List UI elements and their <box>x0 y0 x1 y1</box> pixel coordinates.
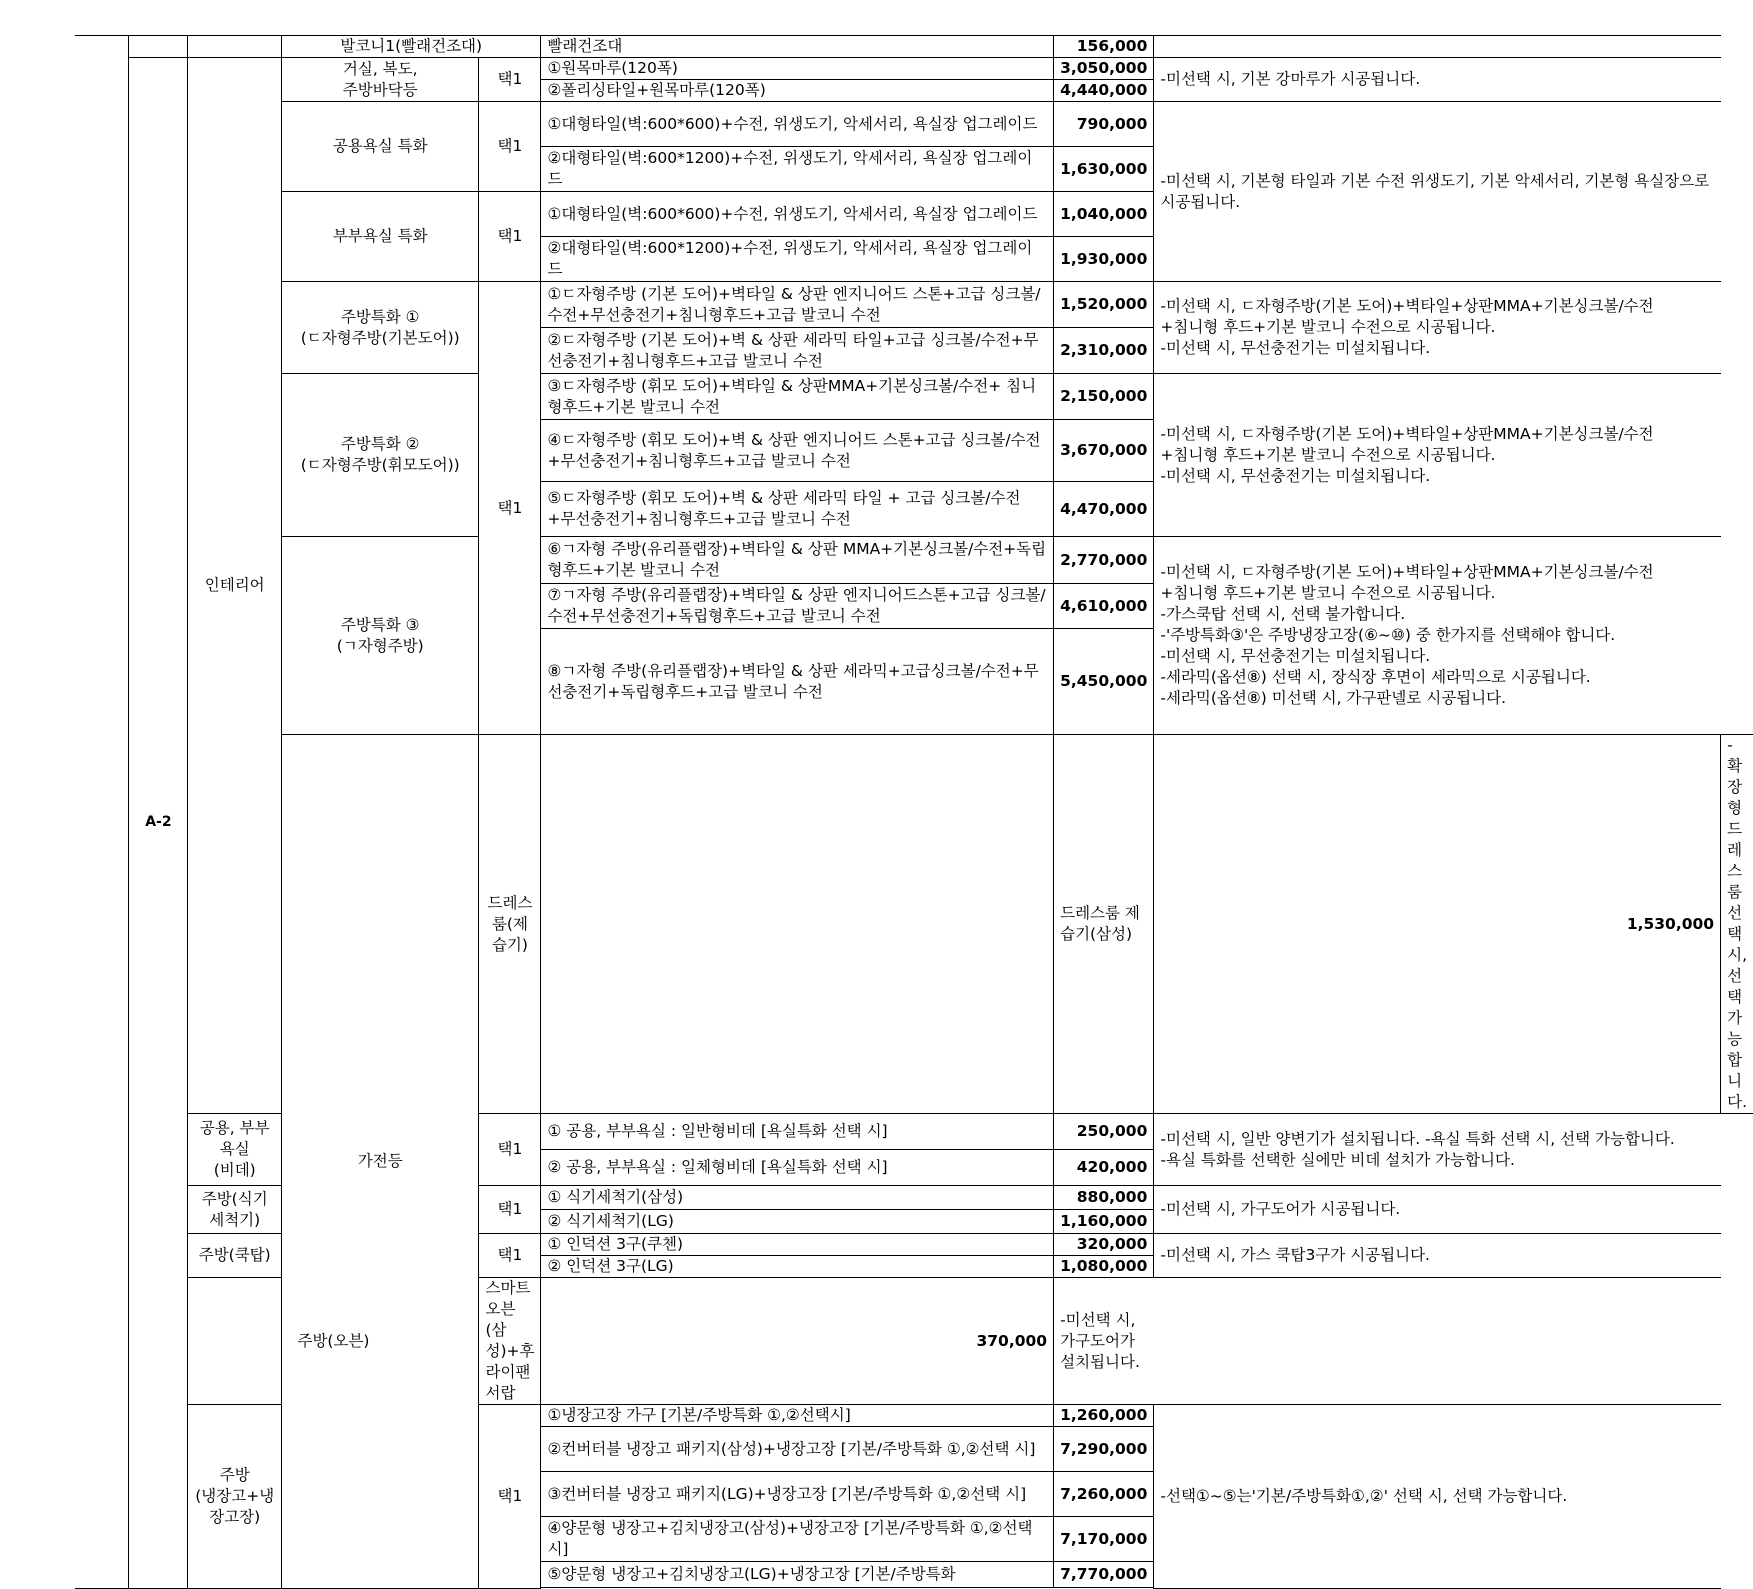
unit-code: A-2 <box>129 58 188 1589</box>
cooktop-option-1: ① 인덕션 3구(쿠첸) <box>541 1234 1054 1256</box>
bidet-option-1: ① 공용, 부부욕실 : 일반형비데 [욕실특화 선택 시] <box>541 1114 1054 1150</box>
category-cell-top <box>188 36 282 58</box>
kitchen3-option-3: ⑧ㄱ자형 주방(유리플랩장)+벽타일 & 상판 세라믹+고급싱크볼/수전+무선충전기+독립형후드+고급 발코니 수전 <box>541 629 1054 735</box>
dressroom-note: -확장형 드레스룸 선택 시, 선택 가능합니다. <box>1721 735 1753 1114</box>
dishwasher-price-1: 880,000 <box>1054 1186 1154 1210</box>
dishwasher-option-2: ② 식기세척기(LG) <box>541 1210 1054 1234</box>
fridge-select: 택1 <box>479 1405 541 1589</box>
balcony-item: 발코니1(빨래건조대) <box>281 36 540 58</box>
category-interior: 인테리어 <box>188 58 282 1114</box>
floor-item: 거실, 복도, 주방바닥등 <box>281 58 479 102</box>
category-appliance: 가전등 <box>281 735 479 1589</box>
left-margin-cell <box>75 36 129 1589</box>
kitchen2-price-3: 4,470,000 <box>1054 482 1154 537</box>
kitchen1-option-1: ①ㄷ자형주방 (기본 도어)+벽타일 & 상판 엔지니어드 스톤+고급 싱크볼/수전+무선충전기+침니형후드+고급 발코니 수전 <box>541 282 1054 328</box>
table-row <box>75 102 1753 147</box>
fridge-price-1: 1,260,000 <box>1054 1405 1154 1427</box>
bath-common-price-2: 1,630,000 <box>1054 147 1154 192</box>
bath-master-price-2: 1,930,000 <box>1054 237 1154 282</box>
dishwasher-item: 주방(식기세척기) <box>188 1186 282 1234</box>
fridge-price-3: 7,260,000 <box>1054 1472 1154 1517</box>
kitchen3-note: -미선택 시, ㄷ자형주방(기본 도어)+벽타일+상판MMA+기본싱크볼/수전 +침니형 후드+기본 발코니 수전으로 시공됩니다. -가스쿡탑 선택 시, 선택 불가합니다. -'주방특화③'은 주방냉장고장(⑥~⑩) 중 한가지를 선택해야 합니다. -미선택 시, 무선충전기는 미설치됩니다. -세라믹(옵션⑧) 선택 시, 장식장 후면이 세라믹으로 시공됩니다. -세라믹(옵션⑧) 미선택 시, 가구판넬로 시공됩니다. <box>1154 537 1721 735</box>
kitchen1-price-2: 2,310,000 <box>1054 328 1154 374</box>
cooktop-option-2: ② 인덕션 3구(LG) <box>541 1256 1054 1278</box>
dressroom-price: 1,530,000 <box>1154 735 1721 1114</box>
dishwasher-price-2: 1,160,000 <box>1054 1210 1154 1234</box>
kitchen2-option-1: ③ㄷ자형주방 (휘모 도어)+벽타일 & 상판MMA+기본싱크볼/수전+ 침니형후드+기본 발코니 수전 <box>541 374 1054 420</box>
kitchen2-option-2: ④ㄷ자형주방 (휘모 도어)+벽 & 상판 엔지니어드 스톤+고급 싱크볼/수전+무선충전기+침니형후드+고급 발코니 수전 <box>541 420 1054 482</box>
bidet-item: 공용, 부부욕실 (비데) <box>188 1114 282 1186</box>
bath-master-select: 택1 <box>479 192 541 282</box>
table-row <box>75 1278 1753 1405</box>
cooktop-item: 주방(쿡탑) <box>188 1234 282 1278</box>
dressroom-option: 드레스룸 제습기(삼성) <box>1054 735 1154 1114</box>
kitchen3-price-3: 5,450,000 <box>1054 629 1154 735</box>
bath-master-price-1: 1,040,000 <box>1054 192 1154 237</box>
kitchen1-note: -미선택 시, ㄷ자형주방(기본 도어)+벽타일+상판MMA+기본싱크볼/수전 +침니형 후드+기본 발코니 수전으로 시공됩니다. -미선택 시, 무선충전기는 미설치됩니다. <box>1154 282 1721 374</box>
code-cell-top <box>129 36 188 58</box>
floor-price-2: 4,440,000 <box>1054 80 1154 102</box>
fridge-note: -선택①~⑤는'기본/주방특화①,②' 선택 시, 선택 가능합니다. <box>1154 1405 1721 1589</box>
oven-note: -미선택 시, 가구도어가 설치됩니다. <box>1054 1278 1154 1405</box>
table-row <box>75 374 1753 420</box>
dressroom-item: 드레스룸(제습기) <box>479 735 541 1114</box>
bath-master-option-2: ②대형타일(벽:600*1200)+수전, 위생도기, 악세서리, 욕실장 업그레이드 <box>541 237 1054 282</box>
table-row <box>75 735 1753 1114</box>
kitchen3-item: 주방특화 ③ (ㄱ자형주방) <box>281 537 479 735</box>
fridge-price-5: 7,770,000 <box>1054 1562 1154 1588</box>
kitchen3-option-2: ⑦ㄱ자형 주방(유리플랩장)+벽타일 & 상판 엔지니어드스톤+고급 싱크볼/수전+무선충전기+독립형후드+고급 발코니 수전 <box>541 584 1054 629</box>
bath-common-select: 택1 <box>479 102 541 192</box>
kitchen2-price-1: 2,150,000 <box>1054 374 1154 420</box>
oven-price: 370,000 <box>541 1278 1054 1405</box>
oven-option: 스마트오븐(삼성)+후라이팬 서랍 <box>479 1278 541 1405</box>
dressroom-select <box>541 735 1054 1114</box>
floor-option-1: ①원목마루(120폭) <box>541 58 1054 80</box>
cooktop-price-1: 320,000 <box>1054 1234 1154 1256</box>
floor-select: 택1 <box>479 58 541 102</box>
oven-item: 주방(오븐) <box>188 1278 479 1405</box>
balcony-note <box>1154 36 1721 58</box>
bath-common-option-2: ②대형타일(벽:600*1200)+수전, 위생도기, 악세서리, 욕실장 업그레이드 <box>541 147 1054 192</box>
cooktop-note: -미선택 시, 가스 쿡탑3구가 시공됩니다. <box>1154 1234 1721 1278</box>
kitchen3-price-1: 2,770,000 <box>1054 537 1154 584</box>
bidet-select: 택1 <box>479 1114 541 1186</box>
cooktop-price-2: 1,080,000 <box>1054 1256 1154 1278</box>
fridge-option-4: ④양문형 냉장고+김치냉장고(삼성)+냉장고장 [기본/주방특화 ①,②선택 시] <box>541 1517 1054 1562</box>
table-row <box>75 58 1753 80</box>
bidet-note: -미선택 시, 일반 양변기가 설치됩니다. -욕실 특화 선택 시, 선택 가능합니다. -욕실 특화를 선택한 실에만 비데 설치가 가능합니다. <box>1154 1114 1721 1186</box>
fridge-item: 주방 (냉장고+냉장고장) <box>188 1405 282 1589</box>
bidet-price-2: 420,000 <box>1054 1150 1154 1186</box>
table-row <box>75 36 1753 58</box>
dishwasher-option-1: ① 식기세척기(삼성) <box>541 1186 1054 1210</box>
fridge-option-1: ①냉장고장 가구 [기본/주방특화 ①,②선택시] <box>541 1405 1054 1427</box>
balcony-option: 빨래건조대 <box>541 36 1054 58</box>
cooktop-select: 택1 <box>479 1234 541 1278</box>
floor-option-2: ②폴리싱타일+원목마루(120폭) <box>541 80 1054 102</box>
floor-note: -미선택 시, 기본 강마루가 시공됩니다. <box>1154 58 1721 102</box>
kitchen2-note: -미선택 시, ㄷ자형주방(기본 도어)+벽타일+상판MMA+기본싱크볼/수전 +침니형 후드+기본 발코니 수전으로 시공됩니다. -미선택 시, 무선충전기는 미설치됩니다. <box>1154 374 1721 537</box>
bath-common-item: 공용욕실 특화 <box>281 102 479 192</box>
bath-common-option-1: ①대형타일(벽:600*600)+수전, 위생도기, 악세서리, 욕실장 업그레이드 <box>541 102 1054 147</box>
bath-common-price-1: 790,000 <box>1054 102 1154 147</box>
bath-master-item: 부부욕실 특화 <box>281 192 479 282</box>
dishwasher-select: 택1 <box>479 1186 541 1234</box>
kitchen1-option-2: ②ㄷ자형주방 (기본 도어)+벽 & 상판 세라믹 타일+고급 싱크볼/수전+무선충전기+침니형후드+고급 발코니 수전 <box>541 328 1054 374</box>
balcony-price: 156,000 <box>1054 36 1154 58</box>
table-row <box>75 282 1753 328</box>
table-row <box>75 537 1753 584</box>
kitchen3-price-2: 4,610,000 <box>1054 584 1154 629</box>
dishwasher-note: -미선택 시, 가구도어가 시공됩니다. <box>1154 1186 1721 1234</box>
kitchen1-price-1: 1,520,000 <box>1054 282 1154 328</box>
floor-price-1: 3,050,000 <box>1054 58 1154 80</box>
kitchen2-price-2: 3,670,000 <box>1054 420 1154 482</box>
option-table <box>75 35 1753 1589</box>
kitchen2-item: 주방특화 ② (ㄷ자형주방(휘모도어)) <box>281 374 479 537</box>
fridge-option-3: ③컨버터블 냉장고 패키지(LG)+냉장고장 [기본/주방특화 ①,②선택 시] <box>541 1472 1054 1517</box>
kitchen1-item: 주방특화 ① (ㄷ자형주방(기본도어)) <box>281 282 479 374</box>
bath-master-option-1: ①대형타일(벽:600*600)+수전, 위생도기, 악세서리, 욕실장 업그레이드 <box>541 192 1054 237</box>
bidet-option-2: ② 공용, 부부욕실 : 일체형비데 [욕실특화 선택 시] <box>541 1150 1054 1186</box>
fridge-option-2: ②컨버터블 냉장고 패키지(삼성)+냉장고장 [기본/주방특화 ①,②선택 시] <box>541 1427 1054 1472</box>
kitchen2-option-3: ⑤ㄷ자형주방 (휘모 도어)+벽 & 상판 세라믹 타일 + 고급 싱크볼/수전+무선충전기+침니형후드+고급 발코니 수전 <box>541 482 1054 537</box>
bath-note: -미선택 시, 기본형 타일과 기본 수전 위생도기, 기본 악세서리, 기본형 욕실장으로 시공됩니다. <box>1154 102 1721 282</box>
bidet-price-1: 250,000 <box>1054 1114 1154 1150</box>
fridge-price-4: 7,170,000 <box>1054 1517 1154 1562</box>
fridge-price-2: 7,290,000 <box>1054 1427 1154 1472</box>
kitchen3-option-1: ⑥ㄱ자형 주방(유리플랩장)+벽타일 & 상판 MMA+기본싱크볼/수전+독립형후드+기본 발코니 수전 <box>541 537 1054 584</box>
kitchen-select: 택1 <box>479 282 541 735</box>
fridge-option-5: ⑤양문형 냉장고+김치냉장고(LG)+냉장고장 [기본/주방특화 <box>541 1562 1054 1588</box>
